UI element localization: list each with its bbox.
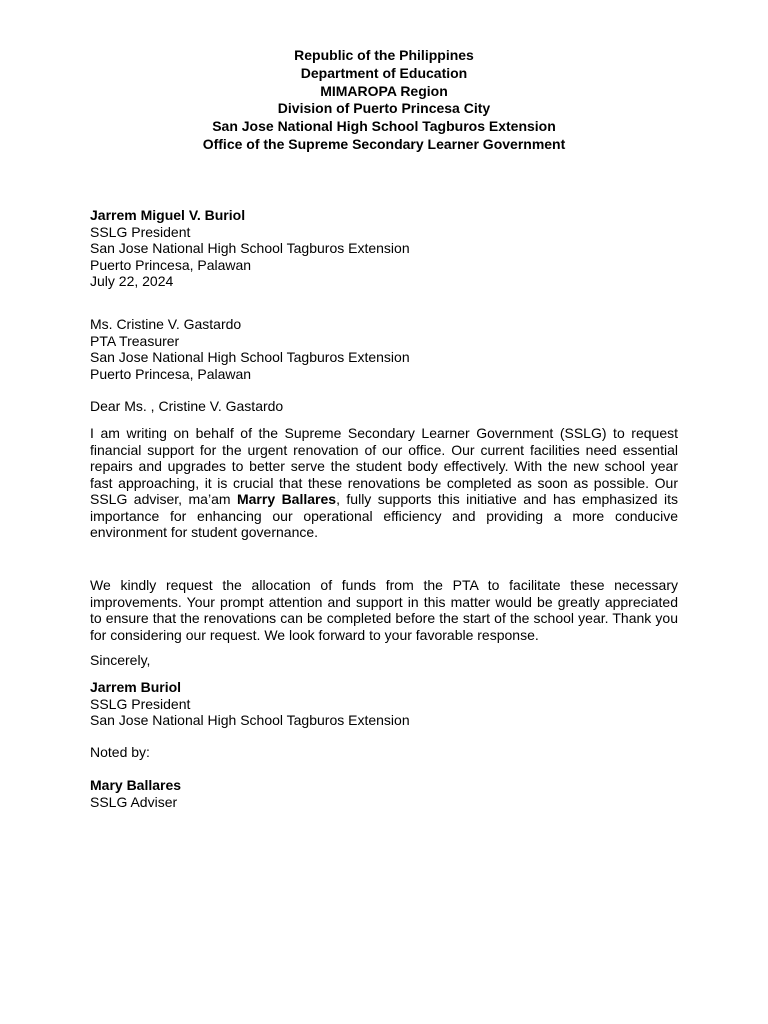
letterhead-school: San Jose National High School Tagburos Extension <box>212 118 556 135</box>
salutation: Dear Ms. , Cristine V. Gastardo <box>90 398 284 414</box>
body-paragraph-1 <box>90 425 678 541</box>
body-paragraph-1-text-a: I am writing on behalf of the Supreme Secondary Learner Government (SSLG) to request financial support for the urgent renovation of our office. Our current facilities need essential repairs and upgrades to better serve the student body effectively. With the new school year fast approaching, it is crucial that these renovations be completed as soon as possible. Our SSLG adviser, ma’am <box>90 425 678 507</box>
signatory-title: SSLG President <box>90 695 191 712</box>
noter-title: SSLG Adviser <box>90 793 178 810</box>
sender-school: San Jose National High School Tagburos Extension <box>90 240 410 256</box>
signatory-block <box>90 679 678 729</box>
body-paragraph-2: We kindly request the allocation of funds from the PTA to facilitate these necessary improvements. Your prompt attention and support in this matter would be greatly appreciated to ensure that the renovations can be completed before the start of the school year. Thank you for considering our request. We look forward to your favorable response. <box>90 577 678 643</box>
noter-name: Mary Ballares <box>90 777 182 793</box>
recipient-title: PTA Treasurer <box>90 332 180 349</box>
noter-block <box>90 777 678 810</box>
adviser-name-highlight: Marry Ballares <box>236 491 337 507</box>
sender-title: SSLG President <box>90 223 191 240</box>
salutation-block <box>90 398 678 415</box>
body-paragraph-1-text-b: , fully supports this initiative and has emphasized its importance for enhancing our operational efficiency and providing a more conducive environment for student governance. <box>90 491 678 540</box>
letterhead-region: MIMAROPA Region <box>320 82 448 99</box>
recipient-name: Ms. Cristine V. Gastardo <box>90 316 242 332</box>
letterhead-office: Office of the Supreme Secondary Learner Government <box>202 135 566 152</box>
recipient-block <box>90 316 678 382</box>
noted-label: Noted by: <box>90 744 150 760</box>
letterhead-republic: Republic of the Philippines <box>294 47 474 63</box>
signatory-name: Jarrem Buriol <box>90 679 182 695</box>
sender-name: Jarrem Miguel V. Buriol <box>90 207 246 223</box>
sender-block <box>90 207 678 290</box>
signatory-school: San Jose National High School Tagburos Extension <box>90 712 410 728</box>
closing: Sincerely, <box>90 652 151 668</box>
letterhead-division: Division of Puerto Princesa City <box>277 100 491 117</box>
letter-date: July 22, 2024 <box>90 273 174 289</box>
recipient-address: Puerto Princesa, Palawan <box>90 365 252 382</box>
closing-block <box>90 652 678 669</box>
recipient-school: San Jose National High School Tagburos Extension <box>90 349 410 365</box>
noted-block <box>90 744 678 761</box>
sender-address: Puerto Princesa, Palawan <box>90 256 252 273</box>
letterhead-department: Department of Education <box>300 64 468 81</box>
letterhead <box>90 47 678 154</box>
